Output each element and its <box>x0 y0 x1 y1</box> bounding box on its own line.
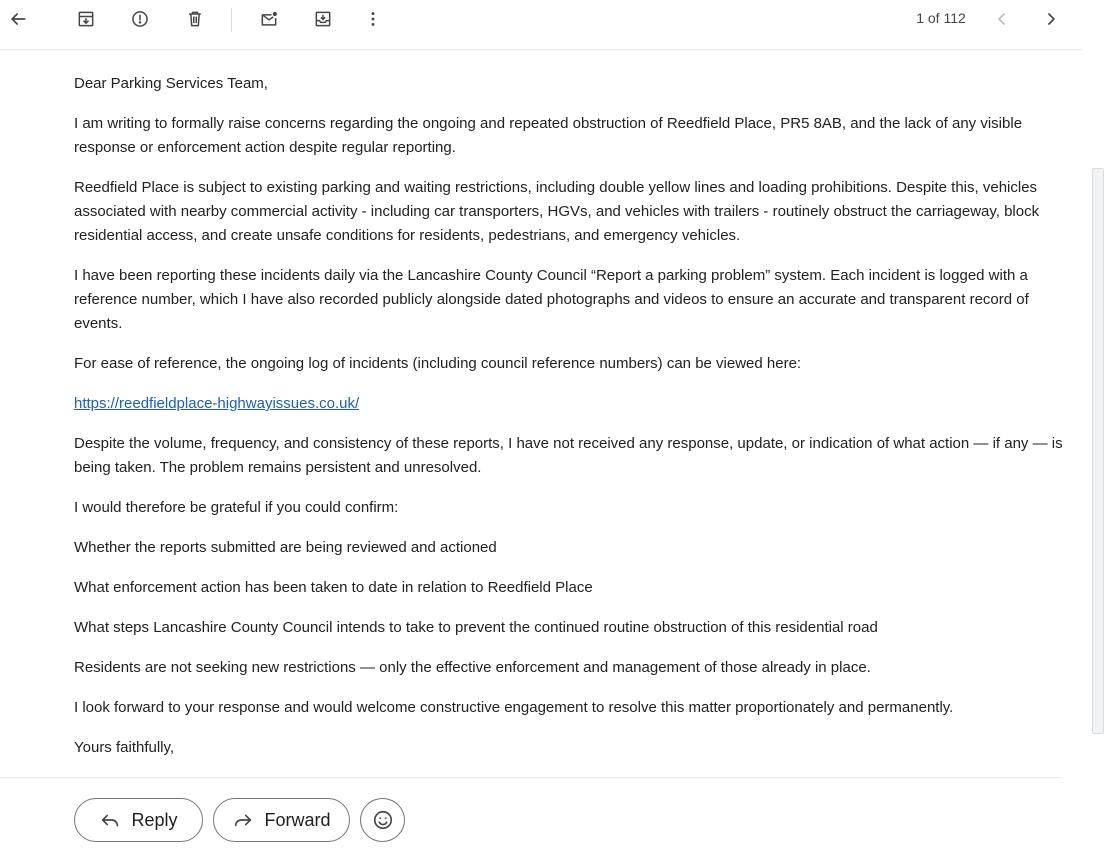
toolbar <box>0 0 1082 50</box>
email-paragraph: What enforcement action has been taken to date in relation to Reedfield Place <box>74 579 593 596</box>
back-arrow-icon[interactable] <box>2 3 34 35</box>
chevron-right-icon[interactable] <box>1035 3 1067 35</box>
email-paragraph: For ease of reference, the ongoing log of incidents (including council reference numbers) can be viewed here: <box>74 355 802 372</box>
pager-count: 1 of 112 <box>916 10 966 26</box>
divider <box>0 777 1062 778</box>
move-to-icon[interactable] <box>307 3 339 35</box>
emoji-icon <box>372 809 394 831</box>
email-body <box>74 72 1064 776</box>
email-signoff: Yours faithfully, <box>74 739 175 756</box>
email-greeting: Dear Parking Services Team, <box>74 75 268 92</box>
incident-log-link[interactable]: https://reedfieldplace-highwayissues.co.uk/ <box>74 395 360 412</box>
scrollbar-thumb[interactable] <box>1092 168 1104 734</box>
email-paragraph: Despite the volume, frequency, and consistency of these reports, I have not received any response, update, or indication of what action — if any — is being taken. The problem remains persistent and unresolved. <box>74 435 1063 476</box>
toolbar-separator <box>231 8 232 32</box>
reply-label: Reply <box>131 809 178 830</box>
delete-icon[interactable] <box>179 3 211 35</box>
email-paragraph: Residents are not seeking new restrictions — only the effective enforcement and management of those already in place. <box>74 659 871 676</box>
email-paragraph: What steps Lancashire County Council intends to take to prevent the continued routine obstruction of this residential road <box>74 619 878 636</box>
emoji-button[interactable] <box>360 798 405 842</box>
reply-icon <box>99 809 121 831</box>
report-spam-icon[interactable] <box>124 3 156 35</box>
more-icon[interactable] <box>357 3 389 35</box>
forward-button[interactable] <box>213 798 350 842</box>
scrollbar-track[interactable] <box>1088 0 1106 848</box>
forward-label: Forward <box>264 809 331 830</box>
email-paragraph: I am writing to formally raise concerns regarding the ongoing and repeated obstruction of Reedfield Place, PR5 8AB, and the lack of any visible response or enforcement action despite regular reporting. <box>74 115 1023 156</box>
archive-icon[interactable] <box>70 3 102 35</box>
email-paragraph: I look forward to your response and would welcome constructive engagement to resolve this matter proportionately and permanently. <box>74 699 954 716</box>
mark-unread-icon[interactable] <box>253 3 285 35</box>
forward-icon <box>232 809 254 831</box>
email-paragraph: I would therefore be grateful if you could confirm: <box>74 499 399 516</box>
email-paragraph: I have been reporting these incidents daily via the Lancashire County Council “Report a parking problem” system. Each incident is logged with a reference number, which I have also recorded publicly alongside dated photographs and videos to ensure an accurate and transparent record of events. <box>74 267 1029 332</box>
email-paragraph: Whether the reports submitted are being reviewed and actioned <box>74 539 497 556</box>
email-link-line <box>74 392 1064 416</box>
chevron-left-icon[interactable] <box>986 3 1018 35</box>
reply-button[interactable] <box>74 798 203 842</box>
email-paragraph: Reedfield Place is subject to existing parking and waiting restrictions, including double yellow lines and loading prohibitions. Despite this, vehicles associated with nearby commercial activity - including car transporters, HGVs, and vehicles with trailers - routinely obstruct the carriageway, block residential access, and create unsafe conditions for residents, pedestrians, and emergency vehicles. <box>74 179 1040 244</box>
